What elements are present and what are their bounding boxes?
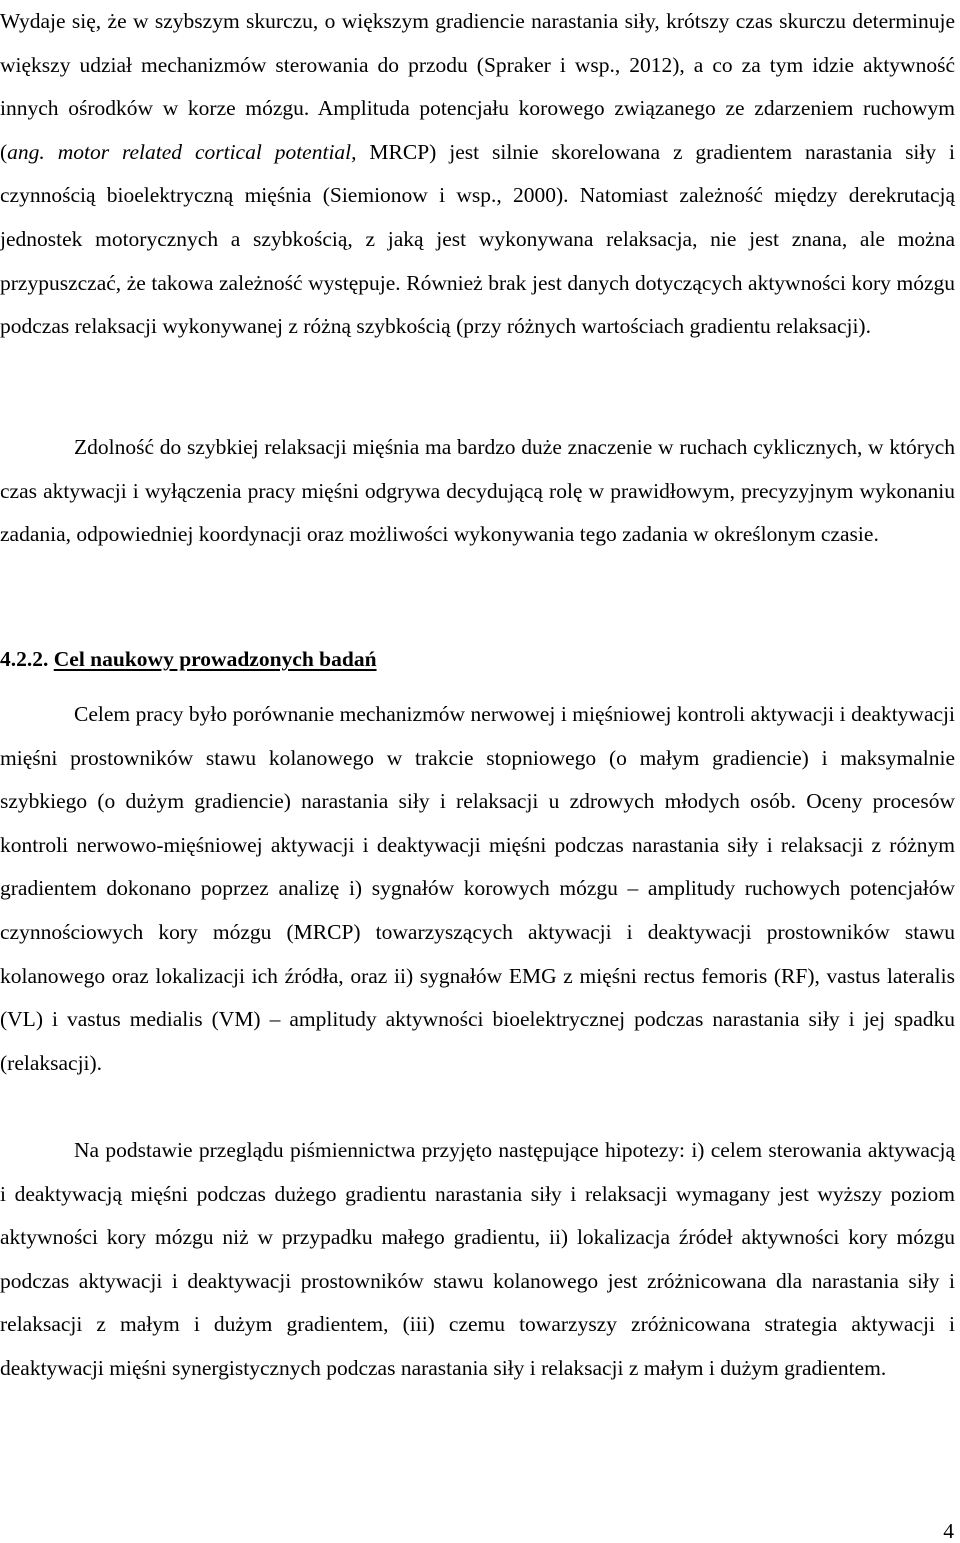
section-title: Cel naukowy prowadzonych badań — [53, 647, 377, 671]
section-number: 4.2.2. — [0, 647, 49, 671]
paragraph-1-italic-term: ang. motor related cortical potential, — [7, 139, 357, 164]
paragraph-2: Zdolność do szybkiej relaksacji mięśnia ma bardzo duże znaczenie w ruchach cyklicznych, w których czas aktywacji i wyłączenia pracy mięśni odgrywa decydującą rolę w prawidłowym, precyzyjnym wykonaniu zadania, odpowiedniej koordynacji oraz możliwości wykonywania tego zadania w określonym czasie. — [0, 435, 955, 547]
section-heading — [0, 644, 377, 674]
paragraph-1 — [0, 0, 955, 349]
paragraph-3: Celem pracy było porównanie mechanizmów nerwowej i mięśniowej kontroli aktywacji i deaktywacji mięśni prostowników stawu kolanowego w trakcie stopniowego (o małym gradiencie) i maksymalnie szybkiego (o dużym gradiencie) narastania siły i relaksacji u zdrowych młodych osób. Oceny procesów kontroli nerwowo-mięśniowej aktywacji i deaktywacji mięśni podczas narastania siły i relaksacji z różnym gradientem dokonano poprzez analizę i) sygnałów korowych mózgu – amplitudy ruchowych potencjałów czynnościowych kory mózgu (MRCP) towarzyszących aktywacji i deaktywacji prostowników stawu kolanowego oraz lokalizacji ich źródła, oraz ii) sygnałów EMG z mięśni rectus femoris (RF), vastus lateralis (VL) i vastus medialis (VM) – amplitudy aktywności bioelektrycznej podczas narastania siły i jej spadku (relaksacji). — [0, 702, 955, 1075]
page-number: 4 — [943, 1519, 954, 1543]
paragraph-1-text-a: Wydaje się, że w szybszym skurczu, o większym gradiencie narastania siły, krótszy czas skurczu determinuje większy udział mechanizmów sterowania do przodu (Spraker i wsp., 2012), a co za tym idzie aktywność innych ośrodków w korze mózgu. Amplituda potencjału korowego związanego ze zdarzeniem ruchowym ( — [0, 9, 955, 164]
paragraph-4: Na podstawie przeglądu piśmiennictwa przyjęto następujące hipotezy: i) celem sterowania aktywacją i deaktywacją mięśni podczas dużego gradientu narastania siły i relaksacji wymagany jest wyższy poziom aktywności kory mózgu niż w przypadku małego gradientu, ii) lokalizacja źródeł aktywności kory mózgu podczas aktywacji i deaktywacji prostowników stawu kolanowego jest zróżnicowana dla narastania siły i relaksacji z małym i dużym gradientem, (iii) czemu towarzyszy zróżnicowana strategia aktywacji i deaktywacji mięśni synergistycznych podczas narastania siły i relaksacji z małym i dużym gradientem. — [0, 1138, 955, 1380]
paragraph-1-text-b: MRCP) jest silnie skorelowana z gradientem narastania siły i czynnością bioelektryczną mięśnia (Siemionow i wsp., 2000). Natomiast zależność między derekrutacją jednostek motorycznych a szybkością, z jaką jest wykonywana relaksacja, nie jest znana, ale można przypuszczać, że takowa zależność występuje. Również brak jest danych dotyczących aktywności kory mózgu podczas relaksacji wykonywanej z różną szybkością (przy różnych wartościach gradientu relaksacji). — [0, 139, 955, 339]
